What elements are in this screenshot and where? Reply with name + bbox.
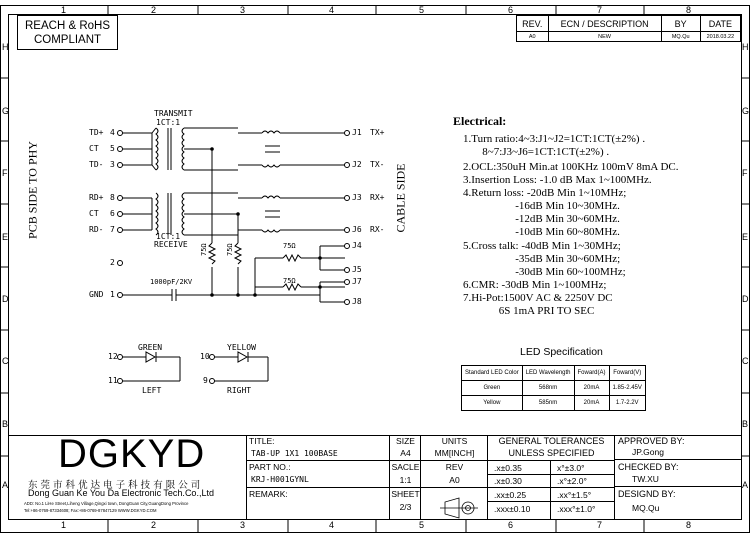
size-value: A4	[400, 448, 411, 458]
rev-cell-rev: A0	[517, 32, 549, 42]
pin-num-7: 7	[110, 225, 115, 234]
zone-col-8-bottom: 8	[686, 520, 692, 530]
electrical-line-4: 3.Insertion Loss: -1.0 dB Max 1~100MHz.	[463, 174, 652, 186]
pin-num-3: 3	[110, 160, 115, 169]
electrical-line-8: -10dB Min 60~80MHz.	[463, 226, 620, 238]
zone-col-1-top: 1	[61, 5, 67, 15]
pin-num-4: 4	[110, 128, 115, 137]
rev-header-rev: REV.	[517, 16, 549, 32]
rev-header-date: DATE	[700, 16, 740, 32]
pin-j4: J4	[352, 241, 362, 250]
transmit-ratio: 1CT:1	[156, 118, 181, 127]
led-spec-cell: 1.85-2.45V	[609, 381, 645, 396]
rev-value: A0	[449, 475, 460, 485]
transmit-label: TRANSMIT	[154, 109, 193, 118]
led-spec-header: LED Wavelength	[522, 366, 574, 381]
zone-row-c-right: C	[742, 356, 749, 366]
pin-j1: J1	[352, 128, 362, 137]
rev-header-ecn: ECN / DESCRIPTION	[548, 16, 661, 32]
electrical-line-1: 1.Turn ratio:4~3:J1~J2=1CT:1CT(±2%) .	[463, 133, 646, 145]
approved-label: APPROVED BY:	[618, 436, 685, 446]
company-name-cn: 东 莞 市 科 优 达 电 子 科 技 有 限 公 司	[28, 480, 201, 491]
zone-col-3-top: 3	[240, 5, 246, 15]
pin-tx-minus: TX-	[370, 160, 385, 169]
led-spec-header: Foward(V)	[609, 366, 645, 381]
receive-ratio: 1CT:1	[156, 232, 181, 241]
pin-rx-plus: RX+	[370, 193, 385, 202]
zone-row-d-left: D	[2, 294, 9, 304]
led-yellow-side: RIGHT	[227, 386, 252, 395]
sheet-label: SHEET	[391, 489, 420, 499]
zone-col-6-bottom: 6	[508, 520, 514, 530]
led-yellow-pin-a: 10	[200, 352, 210, 361]
zone-row-e-left: E	[2, 232, 9, 242]
zone-col-5-bottom: 5	[419, 520, 425, 530]
led-yellow-color: YELLOW	[227, 343, 256, 352]
title-label: TITLE:	[249, 436, 275, 446]
pin-num-8: 8	[110, 193, 115, 202]
scale-label: SACLE	[391, 462, 420, 472]
rev-cell-ecn: NEW	[548, 32, 661, 42]
pin-name-ct-rx: CT	[89, 209, 99, 218]
zone-col-2-bottom: 2	[151, 520, 157, 530]
pin-j7: J7	[352, 277, 362, 286]
led-green-pin-a: 12	[108, 352, 118, 361]
zone-row-g-right: G	[742, 106, 750, 116]
led-spec-cell: 20mA	[574, 396, 609, 411]
led-spec-cell: Yellow	[462, 396, 523, 411]
zone-col-7-top: 7	[597, 5, 603, 15]
pin-j3: J3	[352, 193, 362, 202]
electrical-line-9: 5.Cross talk: -40dB Min 1~30MHz;	[463, 240, 621, 252]
designed-value: MQ.Qu	[632, 503, 660, 513]
electrical-line-14: 6S 1mA PRI TO SEC	[463, 305, 595, 317]
resistor-label-2: 75Ω	[226, 243, 234, 256]
led-yellow-pin-b: 9	[203, 376, 208, 385]
pin-num-2: 2	[110, 258, 115, 267]
led-green-color: GREEN	[138, 343, 163, 352]
electrical-line-2: 8~7:J3~J6=1CT:1CT(±2%) .	[463, 146, 610, 158]
led-spec-cell: 568nm	[522, 381, 574, 396]
zone-col-3-bottom: 3	[240, 520, 246, 530]
pin-tx-plus: TX+	[370, 128, 385, 137]
zone-col-4-bottom: 4	[329, 520, 335, 530]
resistor-label-3: 75Ω	[283, 242, 296, 250]
electrical-title: Electrical:	[453, 114, 507, 128]
remark-label: REMARK:	[249, 489, 288, 499]
led-spec-header: Standard LED Color	[462, 366, 523, 381]
scale-value: 1:1	[399, 475, 412, 485]
tolerance-angular-3: .xx°±1.5°	[557, 490, 592, 500]
zone-col-8-top: 8	[686, 5, 692, 15]
zone-row-h-left: H	[2, 42, 9, 52]
pin-j6: J6	[352, 225, 362, 234]
rev-label: REV	[445, 462, 464, 472]
units-label: UNITS	[441, 436, 468, 446]
electrical-line-6: -16dB Min 10~30MHz.	[463, 200, 620, 212]
pin-j8: J8	[352, 297, 362, 306]
led-green-side: LEFT	[142, 386, 162, 395]
zone-row-c-left: C	[2, 356, 9, 366]
pin-name-rd-plus: RD+	[89, 193, 104, 202]
zone-col-2-top: 2	[151, 5, 157, 15]
compliance-line-2: COMPLIANT	[33, 34, 102, 46]
zone-row-b-right: B	[742, 419, 749, 429]
pin-j5: J5	[352, 265, 362, 274]
pin-name-td-plus: TD+	[89, 128, 104, 137]
zone-col-5-top: 5	[419, 5, 425, 15]
pin-num-5: 5	[110, 144, 115, 153]
zone-row-h-right: H	[742, 42, 749, 52]
pin-j2: J2	[352, 160, 362, 169]
company-logo: DGKYD	[58, 432, 206, 476]
zone-col-6-top: 6	[508, 5, 514, 15]
zone-row-e-right: E	[742, 232, 749, 242]
led-green-pin-b: 11	[108, 376, 118, 385]
zone-col-1-bottom: 1	[61, 520, 67, 530]
electrical-line-3: 2.OCL:350uH Min.at 100KHz 100mV 8mA DC.	[463, 161, 679, 173]
title-value: TAB-UP 1X1 100BASE	[251, 449, 338, 458]
pin-name-gnd: GND	[89, 290, 104, 299]
units-value: MM[INCH]	[434, 448, 475, 458]
rev-cell-date: 2018.03.22	[700, 32, 740, 42]
projection-symbol-icon	[440, 498, 478, 518]
zone-row-a-right: A	[742, 480, 749, 490]
sheet-value: 2/3	[399, 502, 412, 512]
electrical-line-10: -35dB Min 30~60MHz;	[463, 253, 621, 265]
zone-row-g-left: G	[2, 106, 10, 116]
zone-row-b-left: B	[2, 419, 9, 429]
electrical-line-7: -12dB Min 30~60MHz.	[463, 213, 620, 225]
pin-num-1: 1	[110, 290, 115, 299]
zone-col-4-top: 4	[329, 5, 335, 15]
led-spec-cell: 585nm	[522, 396, 574, 411]
tolerance-linear-2: .x±0.30	[494, 476, 522, 486]
company-address: ADD: No.1 LiHe Street,Liheng Village,Qingxi town, DongGuan City,GuangDong Province	[24, 501, 189, 506]
electrical-line-12: 6.CMR: -30dB Min 1~100MHz;	[463, 279, 607, 291]
zone-row-f-left: F	[2, 168, 8, 178]
checked-label: CHECKED BY:	[618, 462, 679, 472]
tolerance-linear-1: .x±0.35	[494, 463, 522, 473]
approved-value: JP.Gong	[632, 447, 664, 457]
part-label: PART NO.:	[249, 462, 291, 472]
size-label: SIZE	[396, 436, 415, 446]
electrical-line-11: -30dB Min 60~100MHz;	[463, 266, 626, 278]
zone-col-7-bottom: 7	[597, 520, 603, 530]
cable-side-label: CABLE SIDE	[393, 163, 408, 233]
receive-label: RECEIVE	[154, 240, 188, 249]
pin-rx-minus: RX-	[370, 225, 385, 234]
company-name-en: Dong Guan Ke You Da Electronic Tech.Co.,Ltd	[28, 488, 214, 498]
rev-cell-by: MQ.Qu	[661, 32, 700, 42]
electrical-line-5: 4.Return loss: -20dB Min 1~10MHz;	[463, 187, 627, 199]
pin-name-rd-minus: RD-	[89, 225, 104, 234]
tolerance-linear-3: .xx±0.25	[494, 490, 527, 500]
led-spec-header: Foward(A)	[574, 366, 609, 381]
designed-label: DESIGND BY:	[618, 489, 676, 499]
led-spec-cell: Green	[462, 381, 523, 396]
resistor-label-1: 75Ω	[200, 243, 208, 256]
tolerance-angular-4: .xxx°±1.0°	[557, 504, 596, 514]
zone-row-d-right: D	[742, 294, 749, 304]
capacitor-label: 1000pF/2KV	[150, 278, 193, 286]
tolerance-angular-1: x°±3.0°	[557, 463, 585, 473]
pin-name-ct-tx: CT	[89, 144, 99, 153]
led-spec-cell: 20mA	[574, 381, 609, 396]
part-value: KRJ-H001GYNL	[251, 475, 309, 484]
zone-row-f-right: F	[742, 168, 748, 178]
electrical-line-13: 7.Hi-Pot:1500V AC & 2250V DC	[463, 292, 613, 304]
compliance-line-1: REACH & RoHS	[25, 20, 110, 32]
pin-num-6: 6	[110, 209, 115, 218]
pin-name-td-minus: TD-	[89, 160, 104, 169]
resistor-label-4: 75Ω	[283, 277, 296, 285]
rev-header-by: BY	[661, 16, 700, 32]
pcb-side-label: PCB SIDE TO PHY	[25, 141, 40, 239]
tolerance-angular-2: .x°±2.0°	[557, 476, 587, 486]
led-spec-title: LED Specification	[520, 346, 603, 358]
tolerance-title-1: GENERAL TOLERANCES	[498, 436, 605, 446]
zone-row-a-left: A	[2, 480, 9, 490]
company-contact: Tel:+86-0769-87334608; Fax:+86-0769-87847129 WWW.DGKYD.COM	[24, 508, 157, 513]
checked-value: TW.XU	[632, 474, 659, 484]
tolerance-title-2: UNLESS SPECIFIED	[508, 448, 595, 458]
led-spec-cell: 1.7-2.2V	[609, 396, 645, 411]
tolerance-linear-4: .xxx±0.10	[494, 504, 531, 514]
